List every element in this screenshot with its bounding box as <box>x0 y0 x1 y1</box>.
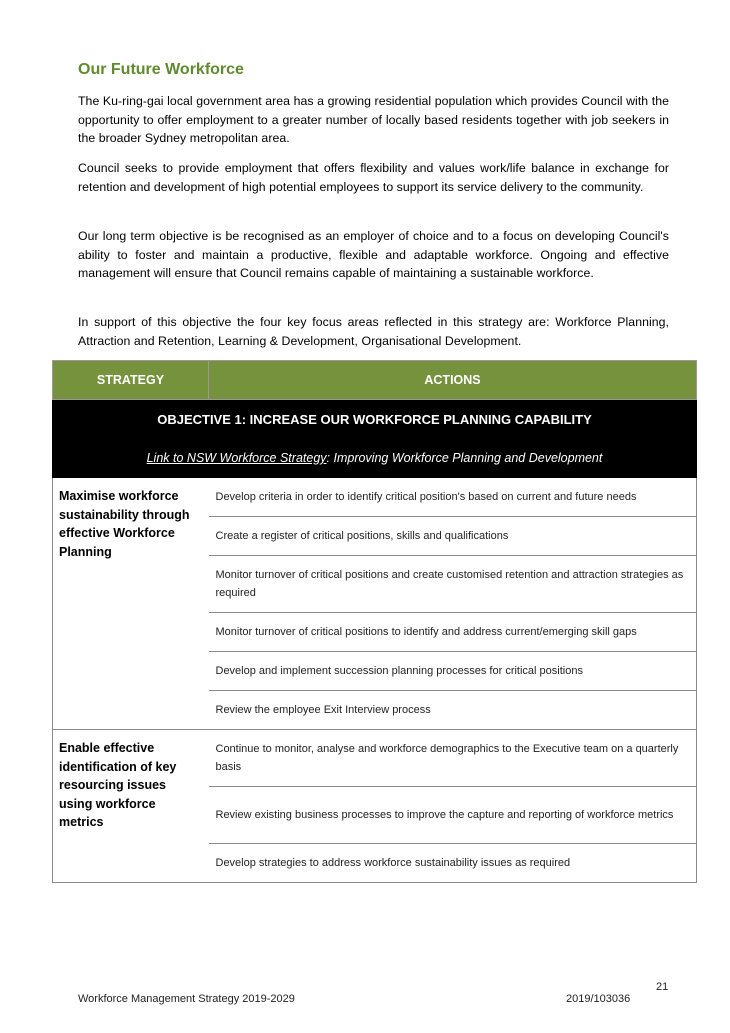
strategy-table <box>52 360 697 883</box>
action-cell: Continue to monitor, analyse and workforce demographics to the Executive team on a quarterly basis <box>209 730 697 787</box>
paragraph-1: The Ku-ring-gai local government area has a growing residential population which provides Council with the opportunity to offer employment to a greater number of locally based residents together with job seekers in the broader Sydney metropolitan area. <box>78 94 669 145</box>
action-cell: Create a register of critical positions, skills and qualifications <box>209 517 697 556</box>
action-cell: Review existing business processes to improve the capture and reporting of workforce metrics <box>209 787 697 844</box>
paragraph-3: Our long term objective is be recognised as an employer of choice and to a focus on developing Council's ability to foster and maintain a productive, flexible and adaptable workforce. Ongoing and effective management will ensure that Council remains capable of maintaining a sustainable workforce. <box>78 229 669 280</box>
nsw-strategy-link[interactable]: Link to NSW Workforce Strategy <box>146 451 327 465</box>
paragraph-4: In support of this objective the four key focus areas reflected in this strategy are: Workforce Planning, Attraction and Retention, Learning & Development, Organisational Development. <box>78 315 669 348</box>
objective-row <box>53 400 697 439</box>
action-cell: Develop strategies to address workforce sustainability issues as required <box>209 844 697 883</box>
link-row <box>53 439 697 478</box>
footer-document-title: Workforce Management Strategy 2019-2029 <box>78 993 295 1005</box>
actions-column-header: ACTIONS <box>209 361 697 400</box>
action-cell: Develop criteria in order to identify critical position's based on current and future needs <box>209 478 697 517</box>
table-header-row <box>53 361 697 400</box>
page-heading: Our Future Workforce <box>78 61 244 78</box>
footer-reference-number: 2019/103036 <box>566 993 631 1005</box>
strategy-cell: Enable effective identification of key resourcing issues using workforce metrics <box>53 730 209 883</box>
page-number: 21 <box>656 981 669 993</box>
action-cell: Review the employee Exit Interview process <box>209 691 697 730</box>
paragraph-2: Council seeks to provide employment that offers flexibility and values work/life balance in exchange for retention and development of high potential employees to support its service delivery to the community. <box>78 161 669 194</box>
action-cell: Monitor turnover of critical positions to identify and address current/emerging skill gaps <box>209 613 697 652</box>
link-description: : Improving Workforce Planning and Development <box>326 451 603 465</box>
strategy-column-header: STRATEGY <box>53 361 209 400</box>
strategy-cell: Maximise workforce sustainability through effective Workforce Planning <box>53 478 209 730</box>
action-cell: Develop and implement succession planning processes for critical positions <box>209 652 697 691</box>
table-row <box>53 478 697 517</box>
action-cell: Monitor turnover of critical positions and create customised retention and attraction strategies as required <box>209 556 697 613</box>
table-row <box>53 730 697 787</box>
objective-title: OBJECTIVE 1: INCREASE OUR WORKFORCE PLANNING CAPABILITY <box>53 400 697 439</box>
link-cell <box>53 439 697 478</box>
